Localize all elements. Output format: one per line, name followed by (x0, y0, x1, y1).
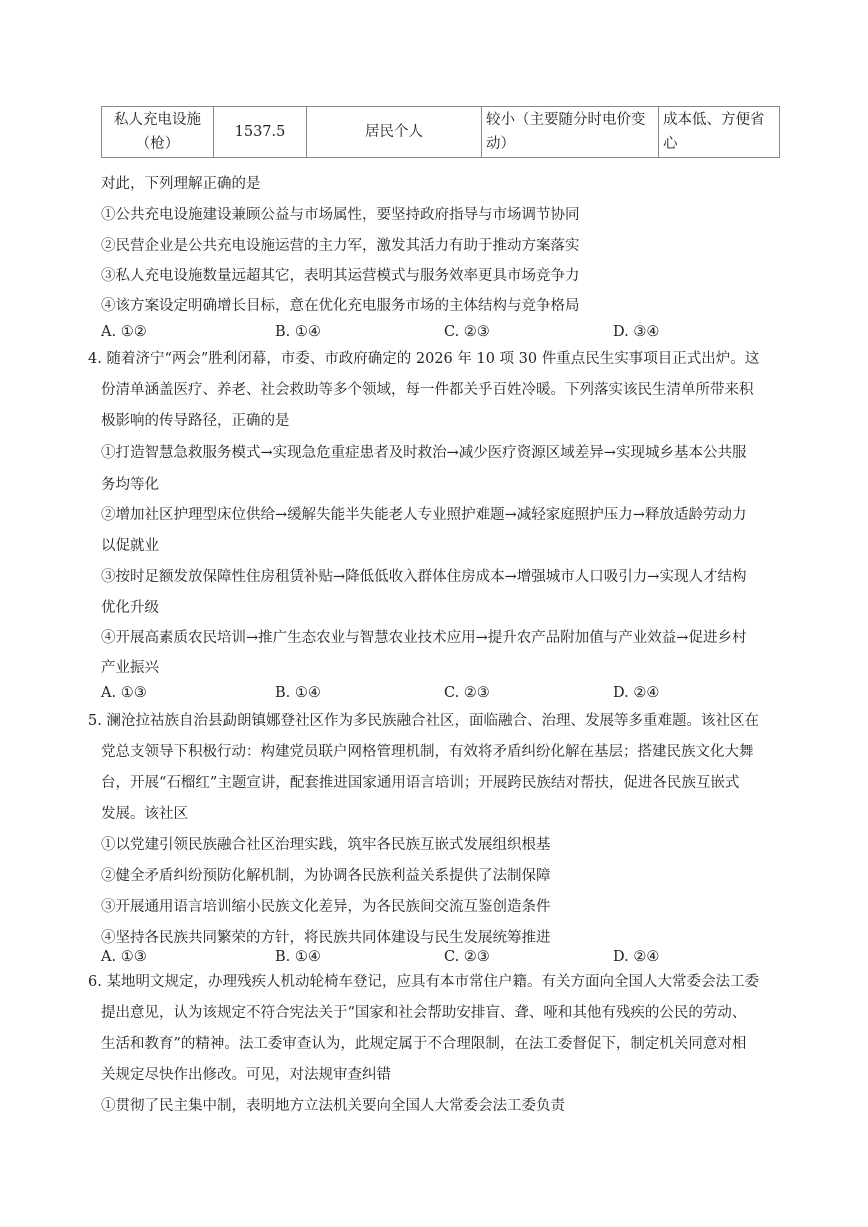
q5-item-1: ①以党建引领民族融合社区治理实践，筑牢各民族互嵌式发展组织根基 (101, 837, 551, 853)
q6-item-1: ①贯彻了民主集中制，表明地方立法机关要向全国人大常委会法工委负责 (101, 1098, 565, 1114)
q5-item-4: ④坚持各民族共同繁荣的方针，将民族共同体建设与民生发展统筹推进 (101, 930, 551, 946)
q6-stem-line-3: 生活和教育”的精神。法工委审查认为，此规定属于不合理限制，在法工委督促下，制定机关同意对相 (101, 1036, 747, 1052)
q4-stem-line-3: 极影响的传导路径，正确的是 (101, 413, 290, 429)
q4-item-4-line-2: 产业振兴 (101, 660, 159, 676)
q6-stem-line-4: 关规定尽快作出修改。可见，对法规审查纠错 (101, 1067, 391, 1083)
q4-item-1-line-2: 务均等化 (101, 477, 159, 493)
q4-stem-line-2: 份清单涵盖医疗、养老、社会救助等多个领域，每一件都关乎百姓冷暖。下列落实该民生清单所带来积 (101, 382, 754, 398)
price-fluctuation-cell: 较小（主要随分时电价变动） (482, 107, 659, 158)
q3-item-2: ②民营企业是公共充电设施运营的主力军，激发其活力有助于推动方案落实 (101, 238, 580, 254)
q3-option-c: C. ②③ (444, 324, 490, 340)
q5-option-a: A. ①③ (101, 949, 147, 965)
q6-stem-line-2: 提出意见，认为该规定不符合宪法关于“国家和社会帮助安排盲、聋、哑和其他有残疾的公民的劳动、 (101, 1005, 747, 1021)
q4-item-2-line-1: ②增加社区护理型床位供给→缓解失能半失能老人专业照护难题→减轻家庭照护压力→释放适龄劳动力 (101, 507, 747, 523)
q4-stem-line-1: 4. 随着济宁“两会”胜利闭幕，市委、市政府确定的 2026 年 10 项 30 件重点民生实事项目正式出炉。这 (88, 351, 760, 367)
advantage-cell: 成本低、方便省心 (659, 107, 780, 158)
q4-item-2-line-2: 以促就业 (101, 538, 159, 554)
table-row (102, 107, 780, 158)
q3-option-d: D. ③④ (613, 324, 660, 340)
q4-option-a: A. ①③ (101, 685, 147, 701)
q5-option-d: D. ②④ (613, 949, 660, 965)
q5-stem-line-2: 党总支领导下积极行动：构建党员联户网格管理机制，有效将矛盾纠纷化解在基层；搭建民族文化大舞 (101, 744, 754, 760)
q5-stem-line-3: 台，开展“石榴红”主题宣讲，配套推进国家通用语言培训；开展跨民族结对帮扶，促进各民族互嵌式 (101, 775, 740, 791)
q3-option-a: A. ①② (101, 324, 147, 340)
q4-item-3-line-1: ③按时足额发放保障性住房租赁补贴→降低低收入群体住房成本→增强城市人口吸引力→实现人才结构 (101, 569, 747, 585)
q4-item-1-line-1: ①打造智慧急救服务模式→实现急危重症患者及时救治→减少医疗资源区域差异→实现城乡基本公共服 (101, 445, 747, 461)
q4-option-d: D. ②④ (613, 685, 660, 701)
q4-item-4-line-1: ④开展高素质农民培训→推广生态农业与智慧农业技术应用→提升农产品附加值与产业效益→促进乡村 (101, 630, 747, 646)
q6-stem-line-1: 6. 某地明文规定，办理残疾人机动轮椅车登记，应具有本市常住户籍。有关方面向全国人大常委会法工委 (88, 974, 759, 990)
q5-item-2: ②健全矛盾纠纷预防化解机制，为协调各民族利益关系提供了法制保障 (101, 868, 551, 884)
q3-item-4: ④该方案设定明确增长目标，意在优化充电服务市场的主体结构与竞争格局 (101, 298, 580, 314)
q4-option-c: C. ②③ (444, 685, 490, 701)
facility-count-cell: 1537.5 (214, 107, 307, 158)
q5-stem-line-1: 5. 澜沧拉祜族自治县勐朗镇娜登社区作为多民族融合社区，面临融合、治理、发展等多重难题。该社区在 (88, 713, 759, 729)
q5-stem-line-4: 发展。该社区 (101, 806, 188, 822)
q5-item-3: ③开展通用语言培训缩小民族文化差异，为各民族间交流互鉴创造条件 (101, 899, 551, 915)
q3-item-3: ③私人充电设施数量远超其它，表明其运营模式与服务效率更具市场竞争力 (101, 268, 580, 284)
operator-cell: 居民个人 (307, 107, 482, 158)
q4-item-3-line-2: 优化升级 (101, 600, 159, 616)
q3-item-1: ①公共充电设施建设兼顾公益与市场属性，要坚持政府指导与市场调节协同 (101, 207, 580, 223)
charging-facility-table (101, 106, 780, 158)
q5-option-c: C. ②③ (444, 949, 490, 965)
q3-option-b: B. ①④ (275, 324, 321, 340)
q4-option-b: B. ①④ (275, 685, 321, 701)
facility-type-cell: 私人充电设施（枪） (102, 107, 214, 158)
q3-prompt: 对此，下列理解正确的是 (101, 176, 261, 192)
q5-option-b: B. ①④ (275, 949, 321, 965)
